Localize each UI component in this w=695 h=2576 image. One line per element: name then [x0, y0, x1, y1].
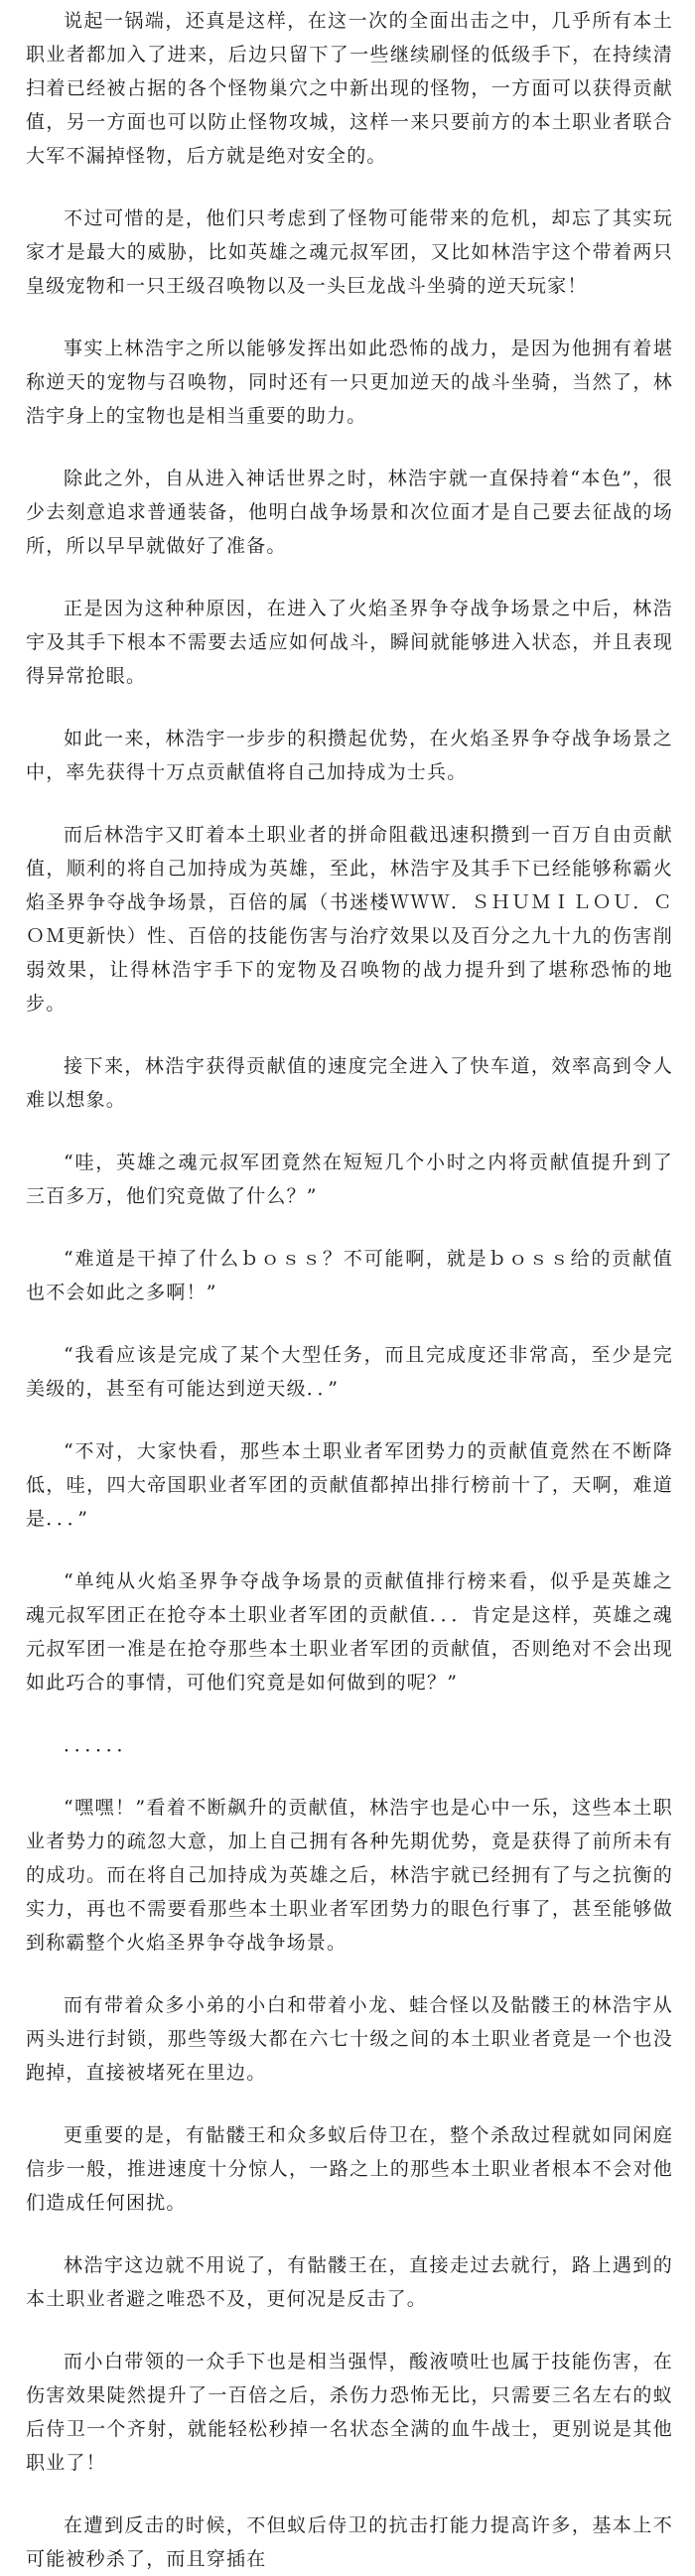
paragraph-gap [26, 2220, 673, 2248]
paragraph-7: 而后林浩宇又盯着本土职业者的拼命阻截迅速积攒到一百万自由贡献值，顺利的将自己加持成为英雄，至此，林浩宇及其手下已经能够称霸火焰圣界争夺战争场景，百倍的属（书迷楼ＷＷＷ．ＳＨＵＭＩＬＯＵ．ＣＯＭ更新快）性、百倍的技能伤害与治疗效果以及百分之九十九的伤害削弱效果，让得林浩宇手下的宠物及召唤物的战力提升到了堪称恐怖的地步。 [26, 824, 673, 1015]
paragraph-gap [26, 433, 673, 462]
paragraph-gap [26, 173, 673, 202]
paragraph-gap [26, 1117, 673, 1146]
paragraph-11: 更重要的是，有骷髅王和众多蚁后侍卫在，整个杀敌过程就如同闲庭信步一般，推进速度十分惊人，一路之上的那些本土职业者根本不会对他们造成任何困扰。 [26, 2124, 673, 2214]
paragraph-8: 接下来，林浩宇获得贡献值的速度完全进入了快车道，效率高到令人难以想象。 [26, 1055, 673, 1111]
paragraph-gap [26, 1309, 673, 1338]
paragraph-gap [26, 1536, 673, 1564]
paragraph-gap [26, 563, 673, 592]
paragraph-gap [26, 1213, 673, 1242]
paragraph-13: 而小白带领的一众手下也是相当强悍，酸液喷吐也属于技能伤害，在伤害效果陡然提升了一百倍之后，杀伤力恐怖无比，只需要三名左右的蚁后侍卫一个齐射，就能轻松秒掉一名状态全满的血牛战士，更别说是其他职业了！ [26, 2351, 673, 2474]
paragraph-12: 林浩宇这边就不用说了，有骷髅王在，直接走过去就行，路上遇到的本土职业者避之唯恐不及，更何况是反击了。 [26, 2254, 673, 2310]
paragraph-gap [26, 1699, 673, 1728]
paragraph-gap [26, 2316, 673, 2345]
paragraph-2: 不过可惜的是，他们只考虑到了怪物可能带来的危机，却忘了其实玩家才是最大的威胁，比如英雄之魂元叔军团，又比如林浩宇这个带着两只皇级宠物和一只王级召唤物以及一头巨龙战斗坐骑的逆天玩家！ [26, 207, 673, 297]
paragraph-4: 除此之外，自从进入神话世界之时，林浩宇就一直保持着“本色”，很少去刻意追求普通装备，他明白战争场景和次位面才是自己要去征战的场所，所以早早就做好了准备。 [26, 468, 673, 557]
paragraph-3: 事实上林浩宇之所以能够发挥出如此恐怖的战力，是因为他拥有着堪称逆天的宠物与召唤物，同时还有一只更加逆天的战斗坐骑，当然了，林浩宇身上的宝物也是相当重要的助力。 [26, 338, 673, 427]
paragraph-14: 在遭到反击的时候，不但蚁后侍卫的抗击打能力提高许多，基本上不可能被秒杀了，而且穿插在 [26, 2514, 673, 2570]
paragraph-gap [26, 1406, 673, 1434]
paragraph-gap [26, 1960, 673, 1988]
ellipsis-line: ．．．．．． [64, 1734, 137, 1756]
dialogue-3: “我看应该是完成了某个大型任务，而且完成度还非常高，至少是完美级的，甚至有可能达到逆天级．．” [26, 1344, 673, 1400]
paragraph-gap [26, 789, 673, 818]
dialogue-5: “单纯从火焰圣界争夺战争场景的贡献值排行榜来看，似乎是英雄之魂元叔军团正在抢夺本土职业者军团的贡献值．．．肯定是这样，英雄之魂元叔军团一准是在抢夺那些本土职业者军团的贡献值，否则绝对不会出现如此巧合的事情，可他们究竟是如何做到的呢？” [26, 1570, 673, 1694]
paragraph-gap [26, 2480, 673, 2508]
dialogue-4: “不对，大家快看，那些本土职业者军团势力的贡献值竟然在不断降低，哇，四大帝国职业者军团的贡献值都掉出排行榜前十了，天啊，难道是．．．” [26, 1440, 673, 1530]
paragraph-5: 正是因为这种种原因，在进入了火焰圣界争夺战争场景之中后，林浩宇及其手下根本不需要去适应如何战斗，瞬间就能够进入状态，并且表现得异常抢眼。 [26, 598, 673, 687]
paragraph-gap [26, 1762, 673, 1791]
paragraph-10: 而有带着众多小弟的小白和带着小龙、蛙合怪以及骷髅王的林浩宇从两头进行封锁，那些等级大都在六七十级之间的本土职业者竟是一个也没跑掉，直接被堵死在里边。 [26, 1994, 673, 2084]
paragraph-gap [26, 303, 673, 332]
paragraph-6: 如此一来，林浩宇一步步的积攒起优势，在火焰圣界争夺战争场景之中，率先获得十万点贡献值将自己加持成为士兵。 [26, 728, 673, 783]
paragraph-gap [26, 1020, 673, 1049]
dialogue-1: “哇，英雄之魂元叔军团竟然在短短几个小时之内将贡献值提升到了三百多万，他们究竟做了什么？” [26, 1152, 673, 1207]
paragraph-gap [26, 693, 673, 722]
dialogue-2: “难道是干掉了什么ｂｏｓｓ？不可能啊，就是ｂｏｓｓ给的贡献值也不会如此之多啊！” [26, 1248, 673, 1303]
paragraph-1: 说起一锅端，还真是这样，在这一次的全面出击之中，几乎所有本土职业者都加入了进来，后边只留下了一些继续刷怪的低级手下，在持续清扫着已经被占据的各个怪物巢穴之中新出现的怪物，一方面可以获得贡献值，另一方面也可以防止怪物攻城，这样一来只要前方的本土职业者联合大军不漏掉怪物，后方就是绝对安全的。 [26, 10, 673, 167]
paragraph-gap [26, 2090, 673, 2118]
paragraph-9: “嘿嘿！”看着不断飙升的贡献值，林浩宇也是心中一乐，这些本土职业者势力的疏忽大意，加上自己拥有各种先期优势，竟是获得了前所未有的成功。而在将自己加持成为英雄之后，林浩宇就已经拥有了与之抗衡的实力，再也不需要看那些本土职业者军团势力的眼色行事了，甚至能够做到称霸整个火焰圣界争夺战争场景。 [26, 1797, 673, 1954]
